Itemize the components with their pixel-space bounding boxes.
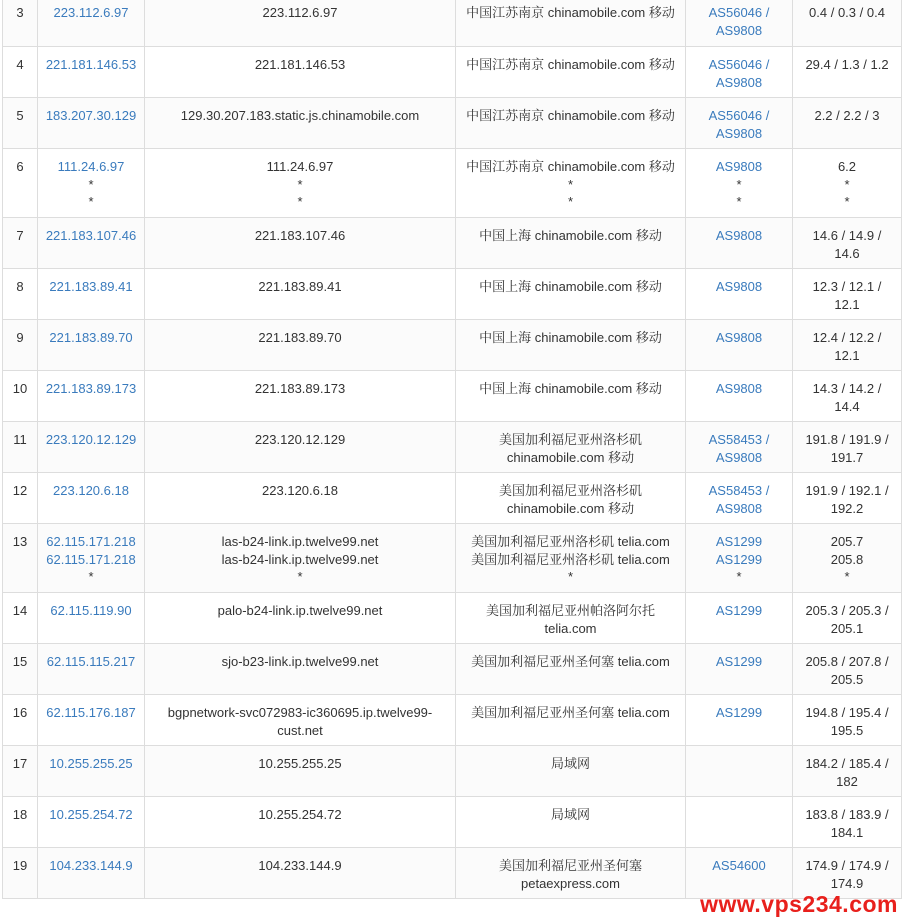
latency-line: 194.8 / 195.4 / [805, 705, 889, 720]
hop-row [3, 593, 902, 644]
latency-line: 205.1 [830, 620, 864, 636]
ip-link [38, 218, 145, 269]
hostname [145, 848, 456, 899]
geo-location [456, 422, 686, 473]
ip-link [38, 848, 145, 899]
hostname-line: 223.120.6.18 [262, 483, 338, 498]
geo-location-line: 美国加利福尼亚州洛杉矶 [498, 483, 642, 498]
ip-link [38, 473, 145, 524]
hop-number-line: 8 [16, 279, 24, 294]
hostname-line: * [297, 194, 303, 209]
ip-link [38, 593, 145, 644]
hop-number-line: 4 [16, 57, 24, 72]
as-number [686, 320, 793, 371]
hostname [145, 149, 456, 218]
as-number-line[interactable]: AS9808 [715, 159, 763, 174]
as-number [686, 593, 793, 644]
hop-number [3, 473, 38, 524]
geo-location [456, 473, 686, 524]
hostname-line: 223.112.6.97 [262, 5, 338, 20]
geo-location [456, 47, 686, 98]
as-number-line[interactable]: AS1299 [715, 534, 763, 549]
as-number-line[interactable]: AS9808 [715, 125, 763, 141]
as-number-line[interactable]: AS9808 [715, 381, 763, 396]
hostname [145, 269, 456, 320]
geo-location [456, 320, 686, 371]
ip-link-line[interactable]: 221.183.89.41 [49, 279, 133, 294]
as-number-line: * [736, 194, 742, 209]
latency [793, 695, 902, 746]
ip-link [38, 320, 145, 371]
geo-location-line: telia.com [544, 620, 597, 636]
hop-number [3, 0, 38, 47]
ip-link [38, 524, 145, 593]
geo-location-line: chinamobile.com 移动 [506, 500, 635, 516]
as-number-line[interactable]: AS9808 [715, 500, 763, 516]
latency-line: 12.1 [834, 296, 860, 312]
geo-location-line: 中国上海 chinamobile.com 移动 [479, 228, 662, 243]
latency [793, 593, 902, 644]
latency-line: * [844, 569, 850, 584]
latency [793, 47, 902, 98]
latency [793, 473, 902, 524]
hop-number-line: 18 [12, 807, 28, 822]
geo-location-line: 中国上海 chinamobile.com 移动 [479, 381, 662, 396]
hop-number [3, 47, 38, 98]
hop-row [3, 422, 902, 473]
latency [793, 797, 902, 848]
ip-link-line[interactable]: 111.24.6.97 [57, 159, 125, 174]
latency-line: 184.2 / 185.4 / [805, 756, 889, 771]
hop-number [3, 149, 38, 218]
hostname-line: 221.183.89.41 [258, 279, 342, 294]
hostname-line: bgpnetwork-svc072983-ic360695.ip.twelve99- [167, 705, 433, 720]
ip-link [38, 422, 145, 473]
hop-number [3, 848, 38, 899]
ip-link-line[interactable]: 62.115.119.90 [50, 603, 132, 618]
latency-line: 192.2 [830, 500, 864, 516]
latency-line: * [844, 194, 850, 209]
hop-number-line: 16 [12, 705, 28, 720]
as-number-line[interactable]: AS58453 / [708, 483, 770, 498]
ip-link-line[interactable]: 223.120.6.18 [53, 483, 129, 498]
hop-row [3, 695, 902, 746]
as-number [686, 98, 793, 149]
as-number-line[interactable]: AS54600 [712, 858, 766, 873]
latency [793, 269, 902, 320]
hostname-line: * [297, 176, 303, 192]
as-number [686, 47, 793, 98]
hop-number-line: 6 [16, 159, 24, 174]
geo-location-line: 中国江苏南京 chinamobile.com 移动 [466, 5, 675, 20]
hostname-line: 221.183.89.173 [254, 381, 346, 396]
hop-row [3, 644, 902, 695]
as-number [686, 695, 793, 746]
as-number-line[interactable]: AS56046 / [708, 57, 770, 72]
latency-line: 14.6 / 14.9 / [812, 228, 882, 243]
hostname-line: las-b24-link.ip.twelve99.net [221, 534, 379, 549]
geo-location [456, 644, 686, 695]
hop-number-line: 11 [13, 432, 27, 447]
geo-location-line: * [567, 194, 574, 209]
as-number [686, 218, 793, 269]
hostname-line: 10.255.255.25 [258, 756, 342, 771]
geo-location-line: 中国江苏南京 chinamobile.com 移动 [466, 57, 675, 72]
hop-number-line: 13 [12, 534, 28, 549]
latency-line: 205.5 [830, 671, 864, 687]
latency-line: 2.2 / 2.2 / 3 [814, 108, 880, 123]
ip-link-line[interactable]: 62.115.115.217 [46, 654, 136, 669]
ip-link [38, 644, 145, 695]
hop-row [3, 149, 902, 218]
latency [793, 320, 902, 371]
ip-link-line: * [88, 194, 94, 209]
geo-location-line: 美国加利福尼亚州洛杉矶 [498, 432, 642, 447]
hostname [145, 746, 456, 797]
hop-number-line: 14 [12, 603, 28, 618]
ip-link [38, 371, 145, 422]
hop-number-line: 17 [12, 756, 28, 771]
hostname [145, 371, 456, 422]
latency-line: 0.4 / 0.3 / 0.4 [809, 5, 885, 20]
hop-number [3, 422, 38, 473]
latency-line: 29.4 / 1.3 / 1.2 [805, 57, 889, 72]
geo-location-line: * [567, 176, 574, 192]
as-number [686, 149, 793, 218]
latency-line: 174.9 / 174.9 / [805, 858, 889, 873]
as-number-line[interactable]: AS1299 [715, 705, 763, 720]
hostname-line: 221.181.146.53 [254, 57, 346, 72]
as-number-line[interactable]: AS9808 [715, 22, 763, 38]
geo-location [456, 149, 686, 218]
geo-location-line: chinamobile.com 移动 [506, 449, 635, 465]
hop-row [3, 746, 902, 797]
geo-location-line: 中国上海 chinamobile.com 移动 [479, 279, 662, 294]
hostname [145, 320, 456, 371]
watermark: www.vps234.com [700, 891, 898, 917]
ip-link [38, 0, 145, 47]
latency [793, 0, 902, 47]
latency-line: 184.1 [830, 824, 864, 840]
as-number [686, 746, 793, 797]
latency [793, 644, 902, 695]
as-number [686, 269, 793, 320]
ip-link-line[interactable]: 221.183.107.46 [45, 228, 137, 243]
hostname-line: sjo-b23-link.ip.twelve99.net [221, 654, 379, 669]
geo-location [456, 797, 686, 848]
hop-row [3, 269, 902, 320]
hop-number-line: 10 [12, 381, 28, 396]
traceroute-table [2, 0, 902, 899]
latency-line: 205.7 [830, 534, 864, 549]
ip-link-line[interactable]: 221.183.89.173 [45, 381, 137, 396]
latency-line: 14.4 [834, 398, 860, 414]
ip-link [38, 269, 145, 320]
latency-line: 205.8 / 207.8 / [805, 654, 889, 669]
geo-location [456, 0, 686, 47]
hop-number [3, 320, 38, 371]
geo-location-line: 美国加利福尼亚州洛杉矶 telia.com [471, 534, 670, 549]
ip-link-line[interactable]: 223.112.6.97 [53, 5, 129, 20]
hop-row [3, 98, 902, 149]
hop-number [3, 98, 38, 149]
geo-location [456, 98, 686, 149]
latency-line: 182 [836, 773, 858, 789]
hostname [145, 422, 456, 473]
as-number-line: * [736, 176, 742, 192]
as-number-line[interactable]: AS9808 [715, 449, 763, 465]
latency-line: * [844, 176, 850, 192]
geo-location [456, 218, 686, 269]
as-number-line[interactable]: AS56046 / [708, 108, 770, 123]
geo-location-line: 美国加利福尼亚州圣何塞 telia.com [471, 705, 670, 720]
ip-link [38, 47, 145, 98]
hop-row [3, 218, 902, 269]
hop-number-line: 7 [16, 228, 24, 243]
ip-link-line[interactable]: 10.255.254.72 [49, 807, 133, 822]
latency-line: 191.9 / 192.1 / [805, 483, 889, 498]
geo-location-line: 局域网 [550, 756, 590, 771]
hostname-line: palo-b24-link.ip.twelve99.net [217, 603, 383, 618]
latency-line: 195.5 [830, 722, 864, 738]
hostname [145, 524, 456, 593]
ip-link-line[interactable]: 10.255.255.25 [49, 756, 133, 771]
hostname-line: * [297, 569, 303, 584]
latency-line: 174.9 [830, 875, 864, 891]
hostname-line: 104.233.144.9 [258, 858, 342, 873]
as-number-line[interactable]: AS1299 [715, 551, 763, 567]
ip-link-line: * [88, 569, 94, 584]
ip-link-line[interactable]: 62.115.171.218 [46, 534, 136, 549]
geo-location-line: petaexpress.com [521, 875, 620, 891]
ip-link-line[interactable]: 183.207.30.129 [45, 108, 137, 123]
hop-row [3, 320, 902, 371]
hostname [145, 98, 456, 149]
hop-number [3, 644, 38, 695]
geo-location-line: * [567, 569, 574, 584]
hop-number-line: 9 [16, 330, 24, 345]
ip-link-line[interactable]: 221.181.146.53 [45, 57, 137, 72]
as-number-line[interactable]: AS58453 / [708, 432, 770, 447]
hop-row [3, 524, 902, 593]
hostname [145, 797, 456, 848]
latency [793, 98, 902, 149]
geo-location [456, 746, 686, 797]
hop-number-line: 12 [12, 483, 28, 498]
hop-number-line: 19 [12, 858, 28, 873]
latency-line: 191.8 / 191.9 / [805, 432, 889, 447]
hostname [145, 695, 456, 746]
hostname [145, 0, 456, 47]
latency [793, 371, 902, 422]
latency-line: 12.4 / 12.2 / [812, 330, 882, 345]
traceroute-body [3, 0, 902, 899]
geo-location [456, 269, 686, 320]
hostname-line: 221.183.89.70 [258, 330, 342, 345]
as-number [686, 524, 793, 593]
hostname [145, 218, 456, 269]
latency [793, 149, 902, 218]
ip-link-line[interactable]: 223.120.12.129 [45, 432, 137, 447]
hostname-line: las-b24-link.ip.twelve99.net [221, 551, 379, 567]
latency-line: 14.6 [834, 245, 860, 261]
latency [793, 524, 902, 593]
hop-number [3, 371, 38, 422]
hop-number [3, 218, 38, 269]
as-number [686, 0, 793, 47]
hop-number [3, 797, 38, 848]
geo-location [456, 524, 686, 593]
as-number [686, 422, 793, 473]
hop-row [3, 47, 902, 98]
hop-number-line: 15 [12, 654, 28, 669]
geo-location-line: 中国江苏南京 chinamobile.com 移动 [466, 108, 675, 123]
geo-location-line: 美国加利福尼亚州帕洛阿尔托 [485, 603, 655, 618]
hop-number-line: 5 [16, 108, 24, 123]
hop-number [3, 524, 38, 593]
as-number [686, 797, 793, 848]
hostname [145, 47, 456, 98]
geo-location [456, 593, 686, 644]
hop-number-line: 3 [16, 5, 24, 20]
hop-number [3, 593, 38, 644]
latency-line: 12.1 [834, 347, 860, 363]
hop-row [3, 473, 902, 524]
hop-number [3, 695, 38, 746]
hop-row [3, 371, 902, 422]
latency-line: 205.8 [830, 551, 864, 567]
hostname-line: 129.30.207.183.static.js.chinamobile.com [180, 108, 420, 123]
as-number [686, 644, 793, 695]
as-number-line[interactable]: AS9808 [715, 74, 763, 90]
ip-link [38, 695, 145, 746]
ip-link-line[interactable]: 62.115.171.218 [46, 551, 136, 567]
hop-row [3, 797, 902, 848]
hostname [145, 593, 456, 644]
ip-link [38, 746, 145, 797]
as-number-line[interactable]: AS56046 / [708, 5, 770, 20]
geo-location-line: 中国上海 chinamobile.com 移动 [479, 330, 662, 345]
hop-number [3, 269, 38, 320]
ip-link [38, 149, 145, 218]
ip-link-line: * [88, 176, 94, 192]
latency-line: 12.3 / 12.1 / [812, 279, 882, 294]
latency-line: 14.3 / 14.2 / [812, 381, 882, 396]
hostname [145, 644, 456, 695]
as-number-line[interactable]: AS1299 [715, 603, 763, 618]
geo-location-line: 局域网 [550, 807, 590, 822]
as-number-line[interactable]: AS1299 [715, 654, 763, 669]
ip-link-line[interactable]: 104.233.144.9 [49, 858, 133, 873]
latency-line: 6.2 [837, 159, 857, 174]
geo-location-line: 中国江苏南京 chinamobile.com 移动 [466, 159, 675, 174]
geo-location-line: 美国加利福尼亚州洛杉矶 telia.com [471, 551, 670, 567]
geo-location [456, 848, 686, 899]
latency [793, 422, 902, 473]
latency [793, 746, 902, 797]
ip-link-line[interactable]: 62.115.176.187 [46, 705, 136, 720]
as-number [686, 371, 793, 422]
as-number-line[interactable]: AS9808 [715, 330, 763, 345]
as-number-line: * [736, 569, 742, 584]
ip-link-line[interactable]: 221.183.89.70 [49, 330, 133, 345]
hostname-line: 223.120.12.129 [254, 432, 346, 447]
latency [793, 218, 902, 269]
ip-link [38, 797, 145, 848]
as-number-line[interactable]: AS9808 [715, 228, 763, 243]
hostname-line: 10.255.254.72 [258, 807, 342, 822]
hostname-line: 111.24.6.97 [266, 159, 334, 174]
geo-location-line: 美国加利福尼亚州圣何塞 telia.com [471, 654, 670, 669]
latency-line: 191.7 [830, 449, 864, 465]
geo-location-line: 美国加利福尼亚州圣何塞 [498, 858, 642, 873]
hop-number [3, 746, 38, 797]
hostname-line: 221.183.107.46 [254, 228, 346, 243]
as-number-line[interactable]: AS9808 [715, 279, 763, 294]
hostname [145, 473, 456, 524]
latency-line: 183.8 / 183.9 / [805, 807, 889, 822]
hop-row [3, 0, 902, 47]
geo-location [456, 371, 686, 422]
hostname-line: cust.net [277, 722, 323, 738]
latency-line: 205.3 / 205.3 / [805, 603, 889, 618]
as-number [686, 473, 793, 524]
geo-location [456, 695, 686, 746]
ip-link [38, 98, 145, 149]
